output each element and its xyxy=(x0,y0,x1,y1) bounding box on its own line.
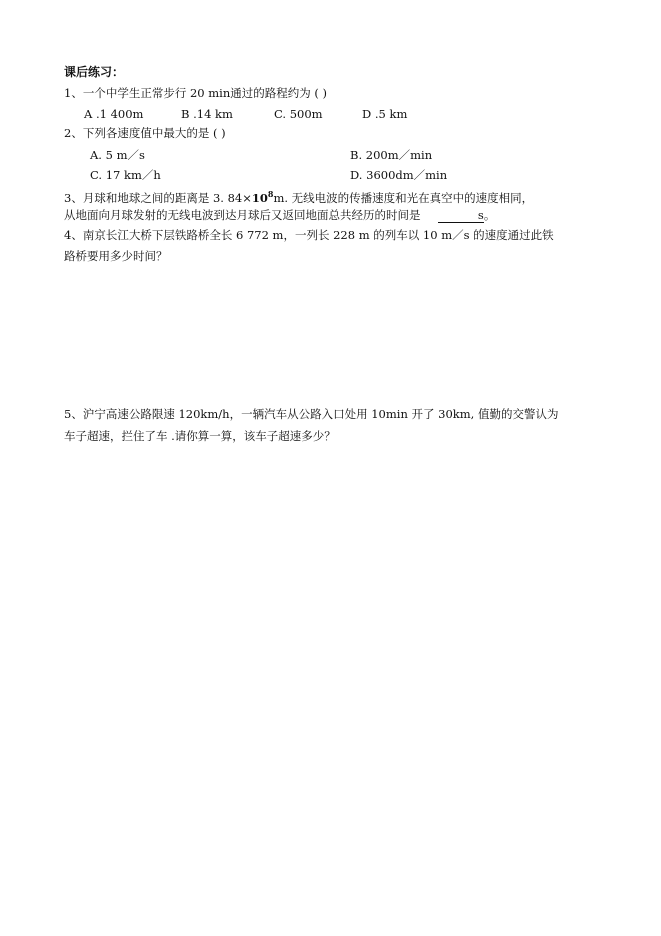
q3-answer-blank xyxy=(438,210,484,223)
q2-option-a: A. 5 m／s xyxy=(90,148,145,162)
question-4-line-1: 4、南京长江大桥下层铁路桥全长 6 772 m，一列长 228 m 的列车以 10 m／s 的速度通过此铁 xyxy=(64,228,554,242)
q3-text-a: 3、月球和地球之间的距离是 3. 84× xyxy=(64,191,252,205)
question-2: 2、下列各速度值中最大的是 ( ) xyxy=(64,126,226,140)
q3-text-c: 从地面向月球发射的无线电波到达月球后又返回地面总共经历的时间是 xyxy=(64,208,421,222)
question-5-line-1: 5、沪宁高速公路限速 120km/h，一辆汽车从公路入口处用 10min 开了 30km, 值勤的交警认为 xyxy=(64,407,559,421)
question-3-line-1 xyxy=(64,190,533,205)
q3-blank-unit: s xyxy=(477,208,484,222)
section-title: 课后练习： xyxy=(64,65,125,79)
q2-option-c: C. 17 km／h xyxy=(90,168,161,182)
q3-power-exponent: 8 xyxy=(267,189,274,199)
q1-option-d: D .5 km xyxy=(362,107,408,121)
q2-option-b: B. 200m／min xyxy=(350,148,433,162)
q3-text-b: m. 无线电波的传播速度和光在真空中的速度相同， xyxy=(273,191,534,205)
q1-option-c: C. 500m xyxy=(274,107,323,121)
q1-option-b: B .14 km xyxy=(181,107,233,121)
question-1: 1、一个中学生正常步行 20 min通过的路程约为 ( ) xyxy=(64,86,328,100)
q2-option-d: D. 3600dm／min xyxy=(350,168,448,182)
question-4-line-2: 路桥要用多少时间？ xyxy=(64,249,168,263)
q3-power-base: 10 xyxy=(251,191,268,205)
question-3-line-2 xyxy=(64,210,495,223)
q1-option-a: A .1 400m xyxy=(84,107,144,121)
q3-text-end: 。 xyxy=(483,208,496,222)
question-5-line-2: 车子超速，拦住了车 .请你算一算，该车子超速多少？ xyxy=(64,429,336,443)
